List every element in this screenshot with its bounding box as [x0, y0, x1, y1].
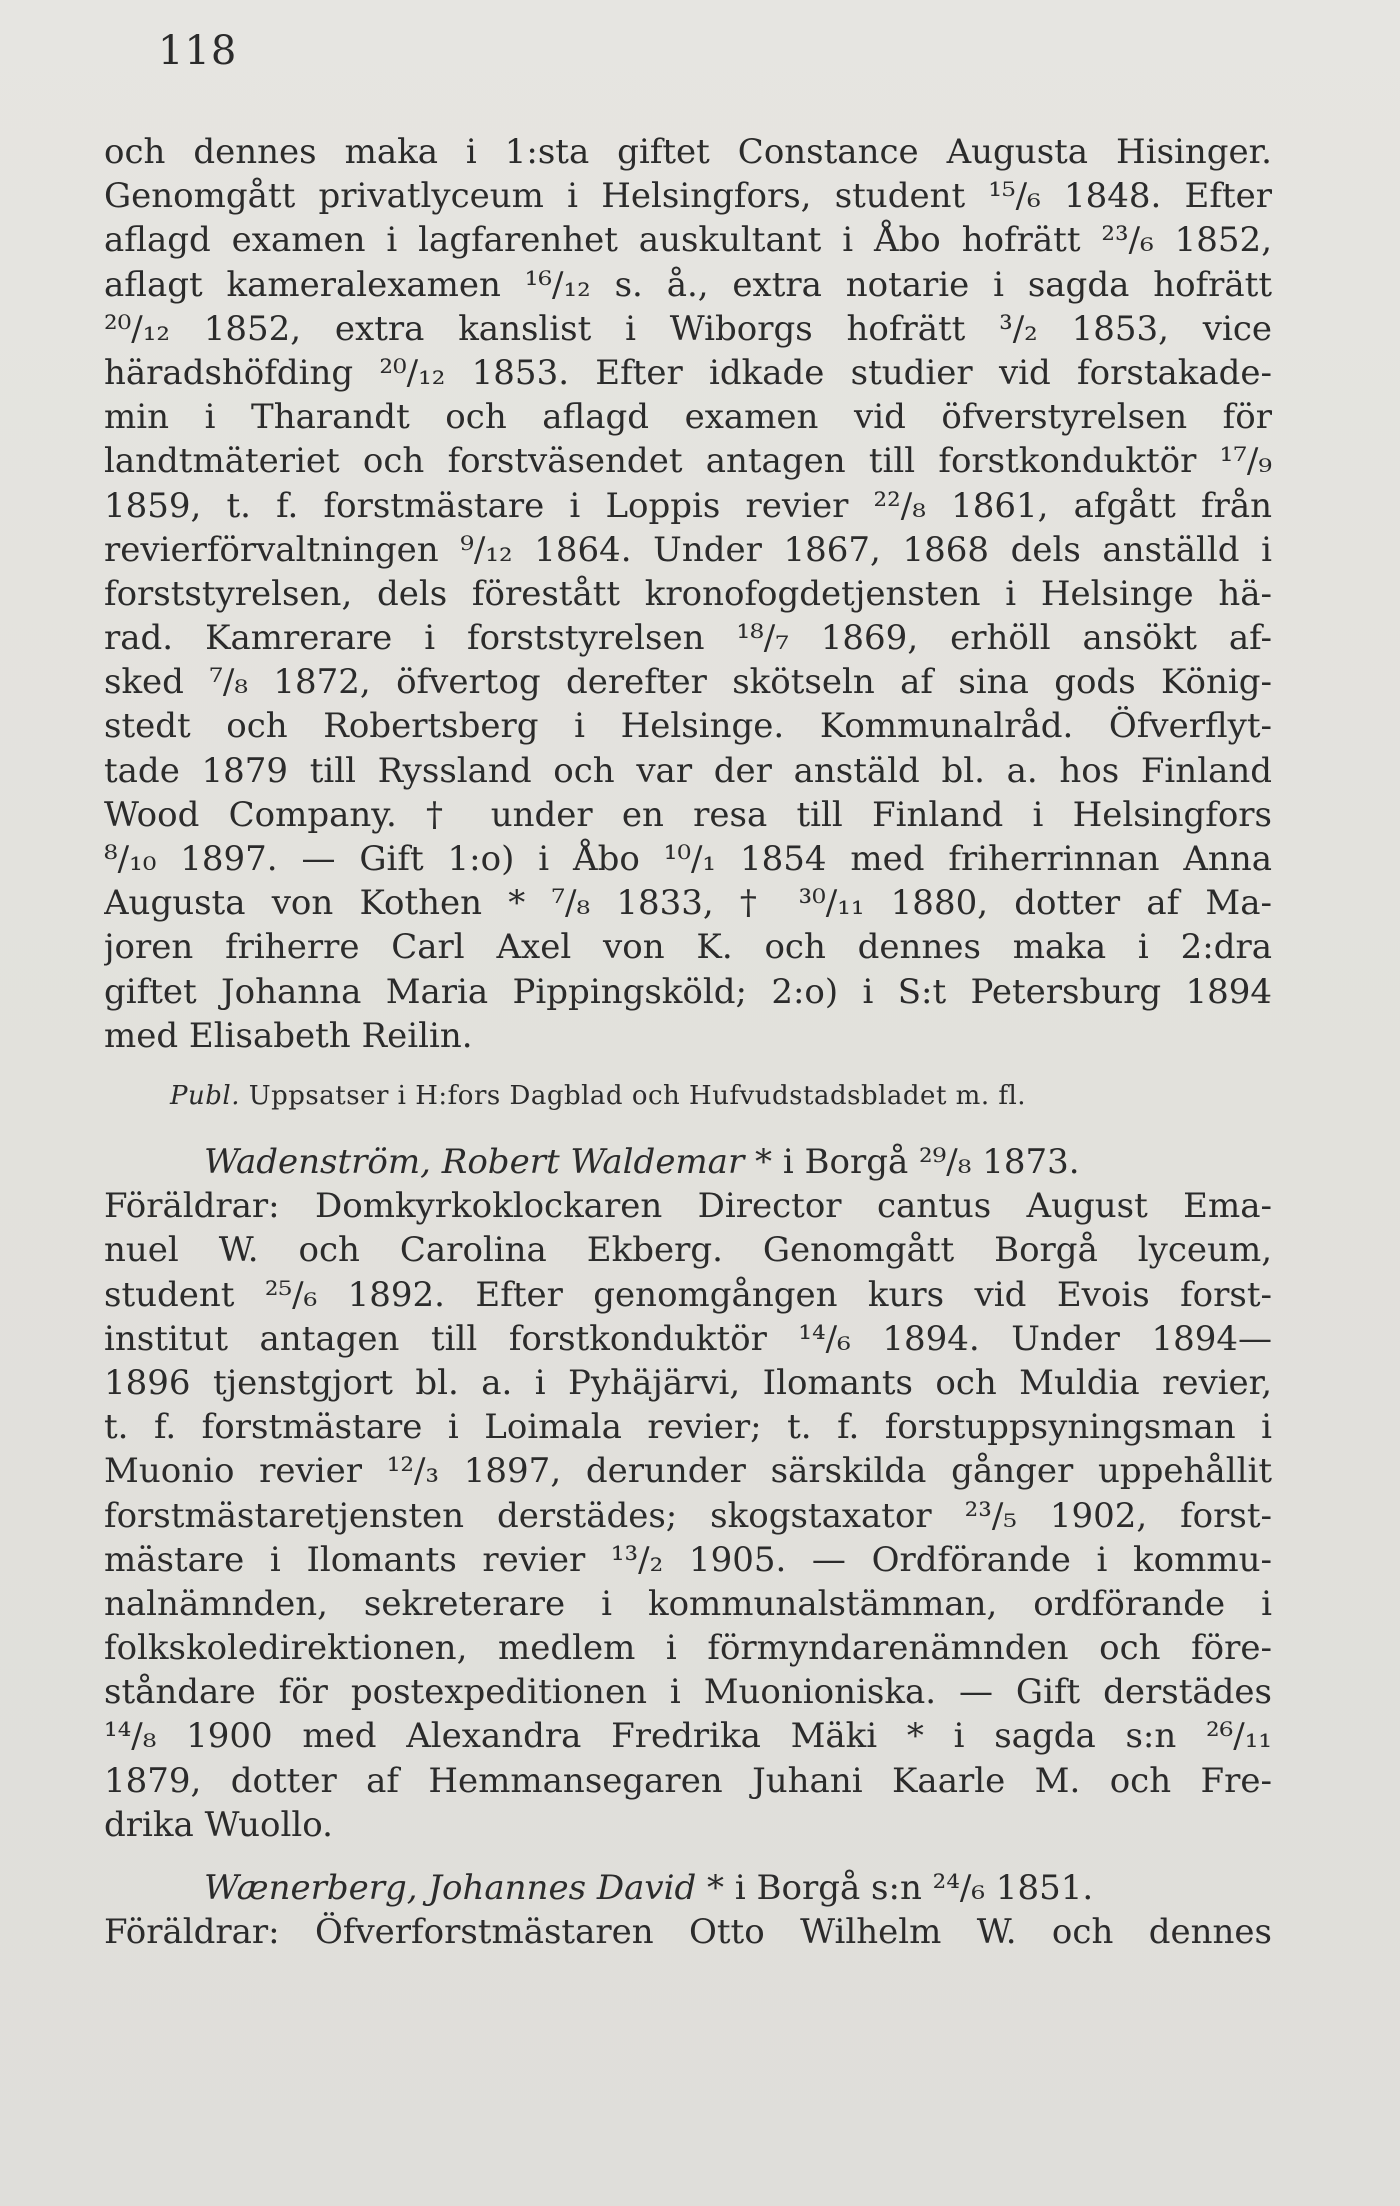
text-line: drika Wuollo. — [104, 1804, 333, 1845]
text-line: Genomgått privatlyceum i Helsingfors, student ¹⁵/₆ 1848. Efter — [104, 176, 1272, 217]
text-line: forstmästaretjensten derstädes; skogstaxator ²³/₅ 1902, forst- — [104, 1495, 1272, 1536]
entry-continuation — [104, 130, 1272, 1058]
text-line: nalnämnden, sekreterare i kommunalstämman, ordförande i — [104, 1583, 1272, 1624]
text-line: 1859, t. f. forstmästare i Loppis revier ²²/₈ 1861, afgått från — [104, 485, 1272, 526]
text-line: Föräldrar: Domkyrkoklockaren Director cantus August Ema- — [104, 1186, 1272, 1227]
text-line: t. f. forstmästare i Loimala revier; t. f. forstuppsyningsman i — [104, 1407, 1272, 1448]
text-line: folkskoledirektionen, medlem i förmyndarenämnden och före- — [104, 1628, 1272, 1669]
entry-birth: * i Borgå ²⁹/₈ 1873. — [744, 1142, 1080, 1182]
publications-note — [170, 1076, 1026, 1116]
entry-birth: * i Borgå s:n ²⁴/₆ 1851. — [696, 1868, 1094, 1908]
text-line: ²⁰/₁₂ 1852, extra kanslist i Wiborgs hofrätt ³/₂ 1853, vice — [104, 308, 1272, 349]
text-line: forststyrelsen, dels förestått kronofogdetjensten i Helsinge hä- — [104, 573, 1272, 614]
text-line: rad. Kamrerare i forststyrelsen ¹⁸/₇ 1869, erhöll ansökt af- — [104, 618, 1272, 659]
text-line: institut antagen till forstkonduktör ¹⁴/₆ 1894. Under 1894— — [104, 1318, 1272, 1359]
entry-heading-line — [104, 1866, 1272, 1910]
text-line: giftet Johanna Maria Pippingsköld; 2:o) i S:t Petersburg 1894 — [104, 971, 1272, 1012]
text-line: Föräldrar: Öfverforstmästaren Otto Wilhelm W. och dennes — [104, 1912, 1272, 1953]
entry-wadenstrom — [104, 1140, 1272, 1847]
text-line: med Elisabeth Reilin. — [104, 1015, 473, 1056]
text-line: min i Tharandt och aflagd examen vid öfverstyrelsen för — [104, 397, 1272, 438]
entry-name: Wænerberg, Johannes David — [204, 1868, 697, 1908]
text-line: 1879, dotter af Hemmansegaren Juhani Kaarle M. och Fre- — [104, 1760, 1272, 1801]
text-line: 1896 tjenstgjort bl. a. i Pyhäjärvi, Ilomants och Muldia revier, — [104, 1362, 1272, 1403]
text-line: Wood Company. † under en resa till Finland i Helsingfors — [104, 794, 1272, 835]
text-line: student ²⁵/₆ 1892. Efter genomgången kurs vid Evois forst- — [104, 1274, 1272, 1315]
text-line: stedt och Robertsberg i Helsinge. Kommunalråd. Öfverflyt- — [104, 706, 1272, 747]
entry-heading-line — [104, 1140, 1272, 1184]
text-line: ⁸/₁₀ 1897. — Gift 1:o) i Åbo ¹⁰/₁ 1854 med friherrinnan Anna — [104, 839, 1272, 879]
text-line: Muonio revier ¹²/₃ 1897, derunder särskilda gånger uppehållit — [104, 1451, 1272, 1492]
page-number: 118 — [158, 28, 238, 74]
text-line: tade 1879 till Ryssland och var der anstäld bl. a. hos Finland — [104, 750, 1272, 791]
publications-label: Publ. — [170, 1081, 240, 1111]
entry-name: Wadenström, Robert Waldemar — [204, 1142, 745, 1182]
publications-text: Uppsatser i H:fors Dagblad och Hufvudstadsbladet m. fl. — [248, 1081, 1027, 1111]
text-line: aflagt kameralexamen ¹⁶/₁₂ s. å., extra notarie i sagda hofrätt — [104, 264, 1272, 305]
text-line: mästare i Ilomants revier ¹³/₂ 1905. — Ordförande i kommu- — [104, 1539, 1272, 1580]
text-line: landtmäteriet och forstväsendet antagen till forstkonduktör ¹⁷/₉ — [104, 441, 1272, 482]
text-line: Augusta von Kothen * ⁷/₈ 1833, † ³⁰/₁₁ 1880, dotter af Ma- — [104, 883, 1272, 924]
text-line: revierförvaltningen ⁹/₁₂ 1864. Under 1867, 1868 dels anställd i — [104, 529, 1272, 570]
text-line: häradshöfding ²⁰/₁₂ 1853. Efter idkade studier vid forstakade- — [104, 352, 1272, 393]
text-line: och dennes maka i 1:sta giftet Constance Augusta Hisinger. — [104, 132, 1272, 172]
text-line: aflagd examen i lagfarenhet auskultant i Åbo hofrätt ²³/₆ 1852, — [104, 220, 1272, 261]
text-line: joren friherre Carl Axel von K. och dennes maka i 2:dra — [104, 927, 1272, 968]
text-line: ståndare för postexpeditionen i Muonioniska. — Gift derstädes — [104, 1672, 1272, 1713]
text-line: ¹⁴/₈ 1900 med Alexandra Fredrika Mäki * i sagda s:n ²⁶/₁₁ — [104, 1716, 1272, 1757]
text-line: nuel W. och Carolina Ekberg. Genomgått Borgå lyceum, — [104, 1230, 1272, 1271]
entry-waenerberg — [104, 1866, 1272, 1954]
text-line: sked ⁷/₈ 1872, öfvertog derefter skötseln af sina gods König- — [104, 662, 1272, 703]
